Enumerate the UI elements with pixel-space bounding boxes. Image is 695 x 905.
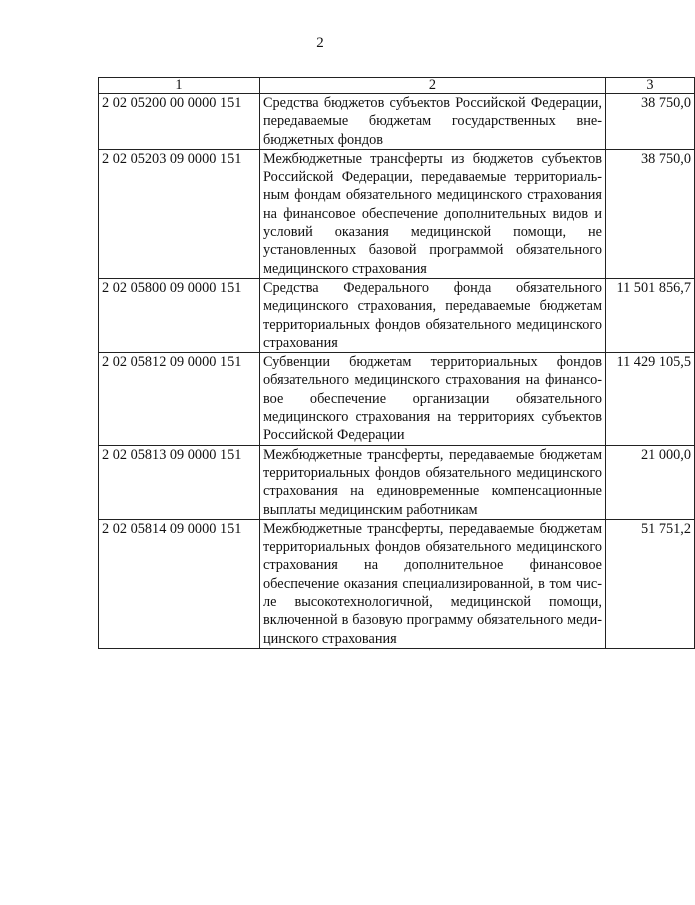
- budget-amount: 11 501 856,7: [606, 278, 695, 352]
- budget-code: 2 02 05800 09 0000 151: [99, 278, 260, 352]
- table-row: [99, 445, 695, 519]
- budget-code: 2 02 05200 00 0000 151: [99, 94, 260, 150]
- budget-description: Межбюджетные трансферты из бюджетов субъектов Российской Федерации, передаваемые территориальным фондам обязательного медицинского страхования на финансовое обеспечение дополнительных видов и условий оказания медицинской помощи, не установленных базовой программой обязательного медицинского страхования: [260, 149, 606, 278]
- table-row: [99, 278, 695, 352]
- page-number: 2: [316, 35, 324, 51]
- budget-amount: 38 750,0: [606, 149, 695, 278]
- budget-code: 2 02 05814 09 0000 151: [99, 519, 260, 648]
- budget-description: Субвенции бюджетам территориальных фондов обязательного медицинского страхования на финансовое обеспечение организации обязательного медицинского страхования на территориях субъектов Российской Федерации: [260, 353, 606, 445]
- budget-description: Средства Федерального фонда обязательного медицинского страхования, передаваемые бюджетам территориальных фондов обязательного медицинского страхования: [260, 278, 606, 352]
- budget-description: Средства бюджетов субъектов Российской Федерации, передаваемые бюджетам государственных внебюджетных фондов: [260, 94, 606, 150]
- budget-amount: 11 429 105,5: [606, 353, 695, 445]
- budget-code: 2 02 05812 09 0000 151: [99, 353, 260, 445]
- table-row: [99, 94, 695, 150]
- budget-code: 2 02 05203 09 0000 151: [99, 149, 260, 278]
- table-header-row: [99, 78, 695, 94]
- column-header-1: 1: [99, 78, 260, 94]
- budget-amount: 21 000,0: [606, 445, 695, 519]
- budget-amount: 38 750,0: [606, 94, 695, 150]
- budget-amount: 51 751,2: [606, 519, 695, 648]
- table-row: [99, 353, 695, 445]
- budget-code: 2 02 05813 09 0000 151: [99, 445, 260, 519]
- column-header-3: 3: [606, 78, 695, 94]
- budget-description: Межбюджетные трансферты, передаваемые бюджетам территориальных фондов обязательного медицинского страхования на дополнительное финансовое обеспечение оказания специализированной, в том числе высокотехнологичной, медицинской помощи, включенной в базовую программу обязательного медицинского страхования: [260, 519, 606, 648]
- revenue-table: [98, 77, 695, 649]
- table-row: [99, 149, 695, 278]
- budget-description: Межбюджетные трансферты, передаваемые бюджетам территориальных фондов обязательного медицинского страхования на единовременные компенсационные выплаты медицинским работникам: [260, 445, 606, 519]
- table-row: [99, 519, 695, 648]
- column-header-2: 2: [260, 78, 606, 94]
